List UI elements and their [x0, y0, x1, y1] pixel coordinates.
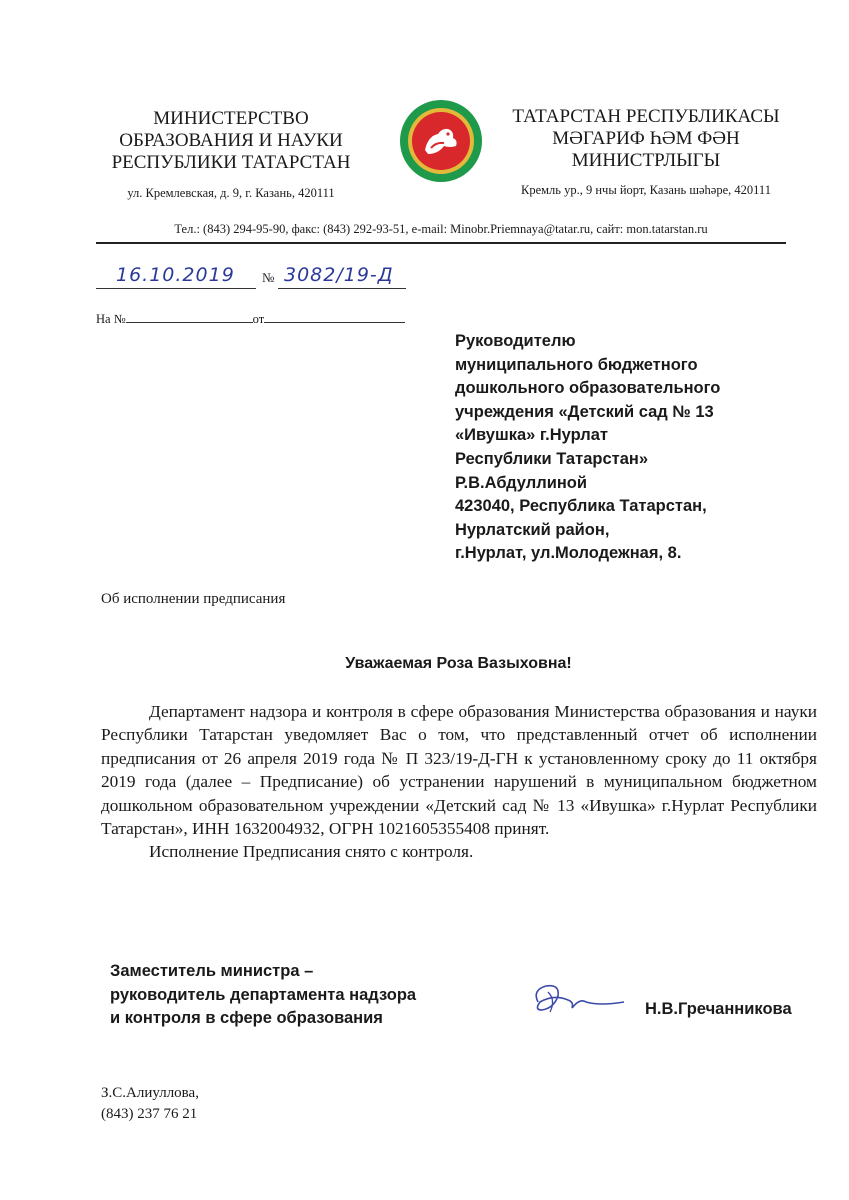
recipient-block: [455, 330, 785, 566]
ministry-name-ru-line: РЕСПУБЛИКИ ТАТАРСТАН: [111, 152, 351, 173]
date-underline: [96, 288, 256, 289]
header-divider: [96, 242, 786, 244]
recipient-line: 423040, Республика Татарстан,: [455, 497, 707, 516]
reference-from: от: [252, 312, 265, 326]
signatory-title-line: и контроля в сфере образования: [110, 1009, 383, 1027]
reference-number-blank: [126, 311, 253, 323]
signatory-name: Н.В.Гречанникова: [645, 1000, 792, 1018]
letter-subject: Об исполнении предписания: [101, 591, 286, 607]
recipient-line: Руководителю: [455, 332, 576, 350]
reference-date-blank: [264, 311, 405, 323]
recipient-line: муниципального бюджетного: [455, 355, 698, 374]
tatarstan-emblem-icon: [398, 98, 484, 184]
recipient-line: дошкольного образовательного: [455, 379, 721, 398]
recipient-line: учреждения «Детский сад № 13: [455, 402, 714, 421]
ministry-name-tt-line: МИНИСТРЛЫГЫ: [571, 150, 721, 171]
contact-line: Тел.: (843) 294-95-90, факс: (843) 292-93-51, e-mail: Minobr.Priemnaya@tatar.ru, сайт: mon.tatarstan.ru: [174, 222, 708, 236]
registration-date: 16.10.2019: [116, 264, 235, 286]
ministry-name-tt: [496, 106, 796, 172]
executor-block: [101, 1083, 199, 1125]
ministry-address-tt: Кремль ур., 9 нчы йорт, Казань шәһәре, 420111: [521, 183, 771, 197]
signatory-title: [110, 960, 470, 1031]
body-paragraph: Департамент надзора и контроля в сфере образования Министерства образования и науки Республики Татарстан уведомляет Вас о том, что представленный отчет об исполнении предписания от 26 апреля 2019 года № П 323/19-Д-ГН к установленному сроку до 11 октября 2019 года (далее – Предписание) об устранении нарушений в муниципальном бюджетном дошкольном образовательном учреждении «Детский сад № 13 «Ивушка» г.Нурлат Республики Татарстан», ИНН 1632004932, ОГРН 1021605355408 принят.: [101, 702, 817, 839]
recipient-line: Республики Татарстан»: [455, 449, 649, 468]
reference-prefix: На №: [96, 312, 126, 326]
reference-line: [96, 311, 416, 327]
ministry-name-tt-line: ТАТАРСТАН РЕСПУБЛИКАСЫ: [512, 106, 780, 127]
registration-number: 3082/19-Д: [284, 264, 394, 286]
ministry-name-ru-line: ОБРАЗОВАНИЯ И НАУКИ: [119, 130, 343, 151]
ministry-name-ru: [96, 108, 366, 174]
executor-name: З.С.Алиуллова,: [101, 1085, 199, 1101]
recipient-line: «Ивушка» г.Нурлат: [455, 426, 608, 445]
number-underline: [278, 288, 406, 289]
executor-phone: (843) 237 76 21: [101, 1106, 198, 1122]
letter-body: [101, 700, 817, 864]
ministry-name-ru-line: МИНИСТЕРСТВО: [153, 108, 309, 129]
registration-line: [96, 264, 416, 290]
signatory-title-line: руководитель департамента надзора: [110, 985, 417, 1004]
ministry-address-ru: ул. Кремлевская, д. 9, г. Казань, 420111: [127, 186, 335, 200]
recipient-line: Нурлатский район,: [455, 520, 610, 539]
handwritten-signature: [520, 972, 630, 1022]
greeting: Уважаемая Роза Вазыховна!: [345, 655, 572, 672]
number-label: №: [262, 270, 275, 285]
recipient-line: Р.В.Абдуллиной: [455, 473, 588, 492]
signatory-title-line: Заместитель министра –: [110, 962, 314, 980]
ministry-name-tt-line: МӘГАРИФ ҺӘМ ФӘН: [552, 128, 740, 149]
body-paragraph: Исполнение Предписания снято с контроля.: [149, 842, 474, 862]
recipient-line: г.Нурлат, ул.Молодежная, 8.: [455, 544, 682, 563]
